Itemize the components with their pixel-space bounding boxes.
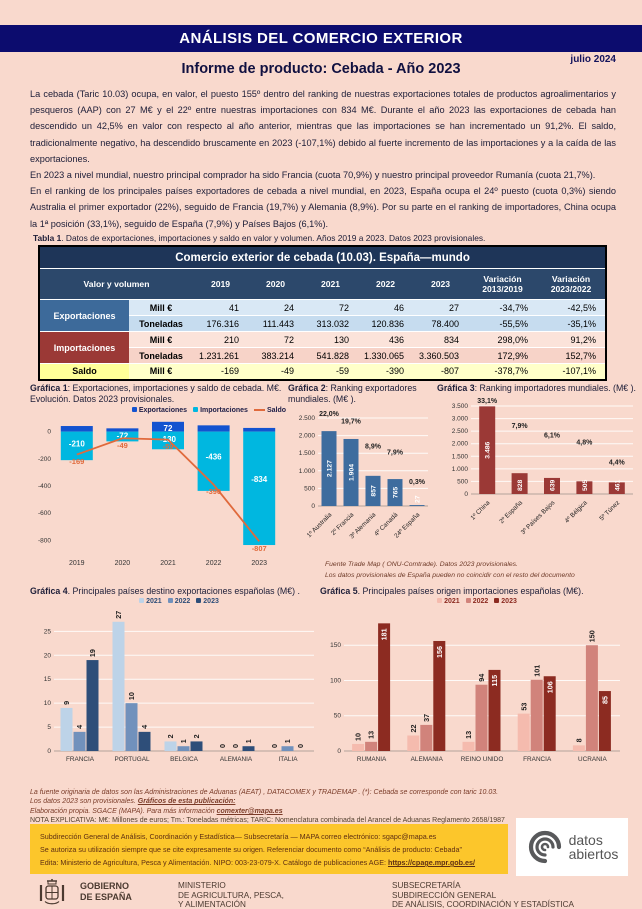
table-cell: 46 <box>393 302 404 313</box>
grafica-2-canvas <box>288 406 434 556</box>
svg-text:7,9%: 7,9% <box>387 449 403 457</box>
table-cell: 3.360.503 <box>418 350 459 361</box>
legend-marker <box>139 598 144 603</box>
header-col: 2021 <box>303 269 358 300</box>
svg-text:828: 828 <box>517 480 525 492</box>
svg-text:-210: -210 <box>68 439 85 449</box>
svg-text:33,1%: 33,1% <box>477 398 498 406</box>
row-unit: Toneladas <box>139 318 183 329</box>
page-title: Informe de producto: Cebada - Año 2023 <box>181 61 461 77</box>
intro-paragraph-2: En 2023 a nivel mundial, nuestro principal comprador ha sido Francia (cuota 70,9%) y nuestro principal proveedor Rumanía (cuota 21,7%). <box>30 170 596 181</box>
ministerio-label: MINISTERIO DE AGRICULTURA, PESCA, Y ALIMENTACIÓN <box>178 881 284 909</box>
grafica-1-canvas <box>30 414 288 570</box>
table-cell: 172,9% <box>497 350 528 361</box>
svg-text:2.500: 2.500 <box>298 414 315 422</box>
svg-text:3º Alemania: 3º Alemania <box>348 511 378 541</box>
table-row <box>39 300 606 316</box>
table-cell: 1.330.065 <box>363 350 404 361</box>
svg-text:500: 500 <box>457 478 468 486</box>
table-cell: 24 <box>283 302 294 313</box>
svg-text:4,8%: 4,8% <box>576 440 593 448</box>
svg-text:20: 20 <box>43 652 51 660</box>
table-cell: 436 <box>388 334 404 345</box>
svg-text:4,4%: 4,4% <box>608 459 625 467</box>
table-cell: 120.836 <box>371 318 404 329</box>
svg-text:2019: 2019 <box>69 559 85 567</box>
table-row <box>39 364 606 380</box>
spain-coat-of-arms-icon <box>36 878 68 909</box>
table-cell: 1.231.261 <box>198 350 239 361</box>
svg-text:0: 0 <box>47 748 51 756</box>
svg-text:-600: -600 <box>37 510 51 518</box>
svg-text:-130: -130 <box>159 434 177 444</box>
svg-text:-49: -49 <box>116 440 128 450</box>
legend-marker <box>254 409 265 411</box>
svg-text:101: 101 <box>532 665 542 678</box>
svg-text:50: 50 <box>333 713 341 721</box>
svg-text:4º Canadá: 4º Canadá <box>373 511 400 538</box>
legend-marker <box>466 598 471 603</box>
svg-text:10: 10 <box>127 692 137 701</box>
svg-text:461: 461 <box>614 480 622 492</box>
svg-text:500: 500 <box>304 485 315 493</box>
fuente-note-line-1: Fuente Trade Map ( ONU-Comtrade). Datos 2023 provisionales. <box>325 561 518 568</box>
credits-line-2: Se autoriza su utilización siempre que se cite expresamente su origen. Referenciar documento como “Análisis de producto: Cebada” <box>40 845 462 854</box>
svg-text:1.000: 1.000 <box>451 466 468 474</box>
header-col: 2022 <box>358 269 413 300</box>
svg-text:27: 27 <box>414 495 422 503</box>
svg-text:0: 0 <box>270 744 280 749</box>
svg-text:ALEMANIA: ALEMANIA <box>219 756 253 764</box>
svg-text:857: 857 <box>370 485 378 497</box>
legend-item: Importaciones <box>193 407 248 414</box>
credits-line-3: Edita: Ministerio de Agricultura, Pesca y Alimentación. NIPO: 003-23-079-X. Catálogo de publicaciones AGE: https://cpage.mpr.gob.es/ <box>40 858 476 867</box>
table-cell: 72 <box>338 302 349 313</box>
row-unit: Mill € <box>149 334 173 345</box>
table-cell: 313.032 <box>316 318 349 329</box>
svg-text:2022: 2022 <box>205 559 222 567</box>
legend-item: 2021 <box>437 598 460 605</box>
svg-text:53: 53 <box>519 703 529 712</box>
intro-text <box>30 86 616 232</box>
svg-text:2023: 2023 <box>251 559 267 567</box>
svg-text:0: 0 <box>337 748 341 756</box>
svg-text:505: 505 <box>581 480 589 492</box>
trade-table-body <box>39 300 606 380</box>
svg-text:1º Australia: 1º Australia <box>305 511 334 540</box>
table-cell: 541.828 <box>316 350 349 361</box>
grafica-5-canvas <box>320 605 628 775</box>
svg-text:3.000: 3.000 <box>451 415 468 423</box>
svg-text:0,3%: 0,3% <box>409 479 425 487</box>
svg-text:-436: -436 <box>205 452 222 462</box>
header-col: 2023 <box>413 269 468 300</box>
svg-text:27: 27 <box>114 611 124 620</box>
table-cell: -107,1% <box>562 366 597 377</box>
table-caption-text: . Datos de exportaciones, importaciones y saldo en valor y volumen. Años 2019 a 2023. Datos 2023 provisionales. <box>61 233 486 243</box>
legend-marker <box>494 598 499 603</box>
legend-item: 2021 <box>139 598 162 605</box>
svg-text:REINO UNIDO: REINO UNIDO <box>460 756 504 764</box>
banner-title: ANÁLISIS DEL COMERCIO EXTERIOR <box>179 30 463 47</box>
svg-text:9: 9 <box>62 701 72 706</box>
table-cell: -42,5% <box>567 302 597 313</box>
svg-text:0: 0 <box>464 491 468 499</box>
grafica-4-title: Gráfica 4. Principales países destino exportaciones españolas (M€) . <box>30 586 300 596</box>
table-cell: 834 <box>443 334 459 345</box>
chart-svg <box>30 605 322 775</box>
legend-item: Saldo <box>254 407 286 414</box>
svg-text:19,7%: 19,7% <box>341 418 361 426</box>
legend-marker <box>132 407 137 412</box>
svg-text:2º Francia: 2º Francia <box>329 511 356 537</box>
svg-text:BELGICA: BELGICA <box>170 756 198 764</box>
svg-text:3º Países Bajos: 3º Países Bajos <box>519 499 557 537</box>
legend-item: 2023 <box>196 598 219 605</box>
grafica-1-legend <box>30 407 286 414</box>
svg-text:181: 181 <box>379 628 389 641</box>
header-col: 2019 <box>193 269 248 300</box>
header-col: 2020 <box>248 269 303 300</box>
svg-text:150: 150 <box>587 630 597 643</box>
datos-abiertos-text: datos abiertos <box>568 832 619 862</box>
table-title-row <box>39 246 606 269</box>
svg-text:-807: -807 <box>251 543 267 553</box>
svg-text:0: 0 <box>311 502 315 510</box>
chart-svg <box>30 414 286 570</box>
svg-text:FRANCIA: FRANCIA <box>65 756 95 764</box>
row-group-label: Saldo <box>39 364 129 380</box>
row-unit: Mill € <box>149 302 173 313</box>
table-cell: -49 <box>280 366 294 377</box>
row-group-label: Exportaciones <box>39 300 129 332</box>
chart-svg <box>288 406 434 556</box>
table-cell: -35,1% <box>567 318 597 329</box>
legend-marker <box>168 598 173 603</box>
svg-text:2º España: 2º España <box>498 499 525 526</box>
chart-svg <box>320 605 628 775</box>
svg-text:UCRANIA: UCRANIA <box>578 756 607 764</box>
svg-text:1: 1 <box>179 739 189 744</box>
svg-text:0: 0 <box>218 744 228 749</box>
legend-marker <box>196 598 201 603</box>
footnote-nota-explicativa: NOTA EXPLICATIVA: M€: Millones de euros; Tm.: Toneladas métricas; TARIC: Nomenclatura combinada del Arancel de Aduanas Reglamento 2658/1987 <box>30 817 505 825</box>
svg-text:115: 115 <box>490 675 500 687</box>
svg-text:-400: -400 <box>37 482 51 490</box>
svg-text:-72: -72 <box>116 431 129 441</box>
legend-marker <box>193 407 198 412</box>
svg-text:-169: -169 <box>69 456 85 466</box>
footnote-line-3: Elaboración propia. SGACE (MAPA). Para más información comexter@mapa.es <box>30 807 283 815</box>
subsecretaria-label: SUBSECRETARÍA SUBDIRECCIÓN GENERAL DE ANÁLISIS, COORDINACIÓN Y ESTADÍSTICA <box>392 881 574 909</box>
svg-text:1.500: 1.500 <box>451 453 468 461</box>
svg-text:2.127: 2.127 <box>326 459 334 477</box>
table-cell: 383.214 <box>261 350 294 361</box>
svg-text:1º China: 1º China <box>469 499 492 523</box>
svg-text:0: 0 <box>47 428 51 436</box>
svg-text:7,9%: 7,9% <box>511 423 528 431</box>
legend-marker <box>437 598 442 603</box>
svg-text:-800: -800 <box>37 537 51 545</box>
table-cell: -55,5% <box>499 318 528 329</box>
svg-text:0: 0 <box>296 744 306 749</box>
svg-text:1: 1 <box>283 739 293 744</box>
svg-text:150: 150 <box>330 642 341 650</box>
svg-text:5º Túnez: 5º Túnez <box>598 499 622 523</box>
svg-text:4: 4 <box>140 725 150 730</box>
fuente-note <box>325 560 637 582</box>
table-cell: -59 <box>335 366 349 377</box>
svg-text:2.500: 2.500 <box>451 428 468 436</box>
row-unit: Mill € <box>149 366 173 377</box>
legend-item: 2023 <box>494 598 517 605</box>
grafica-3 <box>437 383 639 544</box>
government-footer <box>0 876 642 909</box>
svg-text:1.904: 1.904 <box>348 463 356 481</box>
grafica-4 <box>30 586 322 775</box>
svg-text:-200: -200 <box>37 455 51 463</box>
svg-text:4º Bélgica: 4º Bélgica <box>563 499 589 526</box>
svg-text:0: 0 <box>231 744 241 749</box>
svg-text:10: 10 <box>43 700 51 708</box>
table-cell: 41 <box>228 302 239 313</box>
svg-text:-59: -59 <box>162 441 174 451</box>
svg-text:19: 19 <box>88 649 98 658</box>
footnote-line-1: La fuente originaria de datos son las Administraciones de Aduanas (AEAT) , DATACOMEX y TRADEMAP . (*): Cebada se corresponde con taric 10.03. <box>30 789 499 796</box>
table-cell: 210 <box>223 334 239 345</box>
grafica-1-title: Gráfica 1: Exportaciones, importaciones y saldo de cebada. M€. Evolución. Datos 2023 provisionales. <box>30 383 282 405</box>
grafica-2 <box>288 383 434 556</box>
table-cell: 298,0% <box>497 334 528 345</box>
svg-text:1.000: 1.000 <box>298 467 315 475</box>
svg-text:-834: -834 <box>251 475 268 485</box>
table-cell: -807 <box>440 366 459 377</box>
svg-text:ALEMANIA: ALEMANIA <box>410 756 443 764</box>
svg-text:37: 37 <box>421 714 431 723</box>
graficos-publicacion-link[interactable]: Gráficos de esta publicación: <box>137 798 236 806</box>
table-cell: 130 <box>333 334 349 345</box>
svg-text:22: 22 <box>408 724 418 733</box>
cpage-catalog-link[interactable]: https://cpage.mpr.gob.es/ <box>387 858 476 867</box>
table-cell: 111.443 <box>262 318 294 329</box>
svg-text:2.000: 2.000 <box>298 432 315 440</box>
svg-text:156: 156 <box>434 646 444 659</box>
table-cell: -34,7% <box>499 302 528 313</box>
grafica-5 <box>320 586 628 775</box>
svg-text:PORTUGAL: PORTUGAL <box>114 756 150 764</box>
table-cell: -169 <box>220 366 239 377</box>
svg-text:13: 13 <box>464 731 474 740</box>
svg-text:2: 2 <box>166 734 176 739</box>
svg-text:2020: 2020 <box>114 559 131 567</box>
report-banner <box>0 25 642 52</box>
intro-paragraph-3: En el ranking de los principales países exportadores de cebada a nivel mundial, en 2023, España ocupa el 24º puesto (cuota 0,3%) siendo Australia el primer exportador (22%), seguido de Francia (19,7%) y Alemania (8,9%). Por su parte en el ranking de importadores, China ocupa la 1ª posición (33,1%), seguido de España (7,9%) y Países Bajos (6,1%). <box>30 186 616 229</box>
row-unit: Toneladas <box>139 350 183 361</box>
svg-text:639: 639 <box>549 480 557 492</box>
comexter-email-link[interactable]: comexter@mapa.es <box>216 807 283 815</box>
grafica-3-title: Gráfica 3: Ranking importadores mundiales. (M€ ). <box>437 383 636 393</box>
table-cell: 91,2% <box>570 334 597 345</box>
svg-text:4: 4 <box>75 725 85 730</box>
svg-text:85: 85 <box>600 696 610 705</box>
grafica-1 <box>30 383 288 570</box>
svg-text:-390: -390 <box>206 486 222 496</box>
svg-text:1: 1 <box>244 739 254 744</box>
row-group-label: Importaciones <box>39 332 129 364</box>
grafica-4-legend <box>30 598 322 605</box>
svg-text:RUMANIA: RUMANIA <box>356 756 387 764</box>
svg-text:72: 72 <box>163 423 173 433</box>
table-cell: 72 <box>283 334 294 345</box>
svg-text:8,9%: 8,9% <box>365 443 381 451</box>
datos-abiertos-icon <box>526 828 564 866</box>
table-cell: 152,7% <box>565 350 597 361</box>
svg-text:22,0%: 22,0% <box>319 410 339 418</box>
grafica-5-title: Gráfica 5. Principales países origen importaciones españolas (M€). <box>320 586 584 596</box>
svg-text:3.500: 3.500 <box>451 403 468 411</box>
svg-text:106: 106 <box>545 681 555 694</box>
svg-text:24º España: 24º España <box>393 511 422 540</box>
legend-item: 2022 <box>466 598 489 605</box>
svg-text:6,1%: 6,1% <box>544 433 560 441</box>
gobierno-de-espana-label: GOBIERNO DE ESPAÑA <box>80 881 132 902</box>
intro-paragraph-1: La cebada (Taric 10.03) ocupa, en valor, el puesto 155º dentro del ranking de nuestras exportaciones totales de productos agroalimentarios y pesqueros (AAP) con 27 M€ y el 22º entre nuestras importaciones con 834 M€. Durante el año 2023 las exportaciones de cebada han descendido un 42,5% en valor con respecto al año anterior, mientras que las importaciones se han incrementado un 91,2%. El saldo, tradicionalmente negativo, ha descendido bruscamente en 2023 (-107,1%) debido al fuerte incremento de las importaciones y a la caída de las exportaciones. <box>30 89 616 164</box>
header-valor-y-volumen: Valor y volumen <box>39 269 193 300</box>
table-cell: 78.400 <box>431 318 459 329</box>
table-title: Comercio exterior de cebada (10.03). España—mundo <box>39 246 606 269</box>
svg-text:1.500: 1.500 <box>298 450 315 458</box>
svg-text:94: 94 <box>477 674 487 683</box>
credits-line-1: Subdirección General de Análisis, Coordinación y Estadística— Subsecretaría — MAPA correo electrónico: sgapc@mapa.es <box>40 832 437 841</box>
svg-text:2021: 2021 <box>160 559 176 567</box>
table-cell: -390 <box>385 366 404 377</box>
table-caption <box>33 233 485 243</box>
grafica-4-canvas <box>30 605 322 775</box>
svg-text:8: 8 <box>574 738 584 743</box>
svg-text:765: 765 <box>392 486 400 499</box>
grafica-2-title: Gráfica 2: Ranking exportadores mundiales. (M€ ). <box>288 383 417 405</box>
grafica-3-canvas <box>437 394 639 544</box>
legend-item: 2022 <box>168 598 191 605</box>
datos-abiertos-logo <box>516 818 628 876</box>
footnote-line-2: Los datos 2023 son provisionales. Gráficos de esta publicación: <box>30 798 236 806</box>
table-row <box>39 332 606 348</box>
svg-text:3.486: 3.486 <box>484 442 492 460</box>
svg-text:ITALIA: ITALIA <box>278 756 298 764</box>
svg-text:FRANCIA: FRANCIA <box>523 756 552 764</box>
svg-text:5: 5 <box>47 724 51 732</box>
table-cell: 176.316 <box>206 318 239 329</box>
grafica-5-legend <box>320 598 628 605</box>
header-col: Variación 2023/2022 <box>537 269 606 300</box>
table-cell: -378,7% <box>494 366 528 377</box>
header-col: Variación 2013/2019 <box>468 269 537 300</box>
svg-text:100: 100 <box>330 677 341 685</box>
issue-date: julio 2024 <box>570 54 616 65</box>
table-caption-label: Tabla 1 <box>33 233 62 243</box>
table-header-row <box>39 269 606 300</box>
svg-text:13: 13 <box>366 731 376 740</box>
table-cell: 27 <box>448 302 459 313</box>
credits-box <box>30 824 508 874</box>
svg-text:10: 10 <box>353 733 363 742</box>
svg-text:25: 25 <box>43 628 51 636</box>
svg-text:2.000: 2.000 <box>451 441 468 449</box>
fuente-note-line-2: Los datos provisionales de España pueden no coincidir con el resto del documento <box>325 571 575 579</box>
chart-svg <box>437 394 639 544</box>
svg-text:15: 15 <box>43 676 51 684</box>
trade-table <box>38 245 607 381</box>
svg-text:2: 2 <box>192 734 202 739</box>
legend-item: Exportaciones <box>132 407 187 414</box>
